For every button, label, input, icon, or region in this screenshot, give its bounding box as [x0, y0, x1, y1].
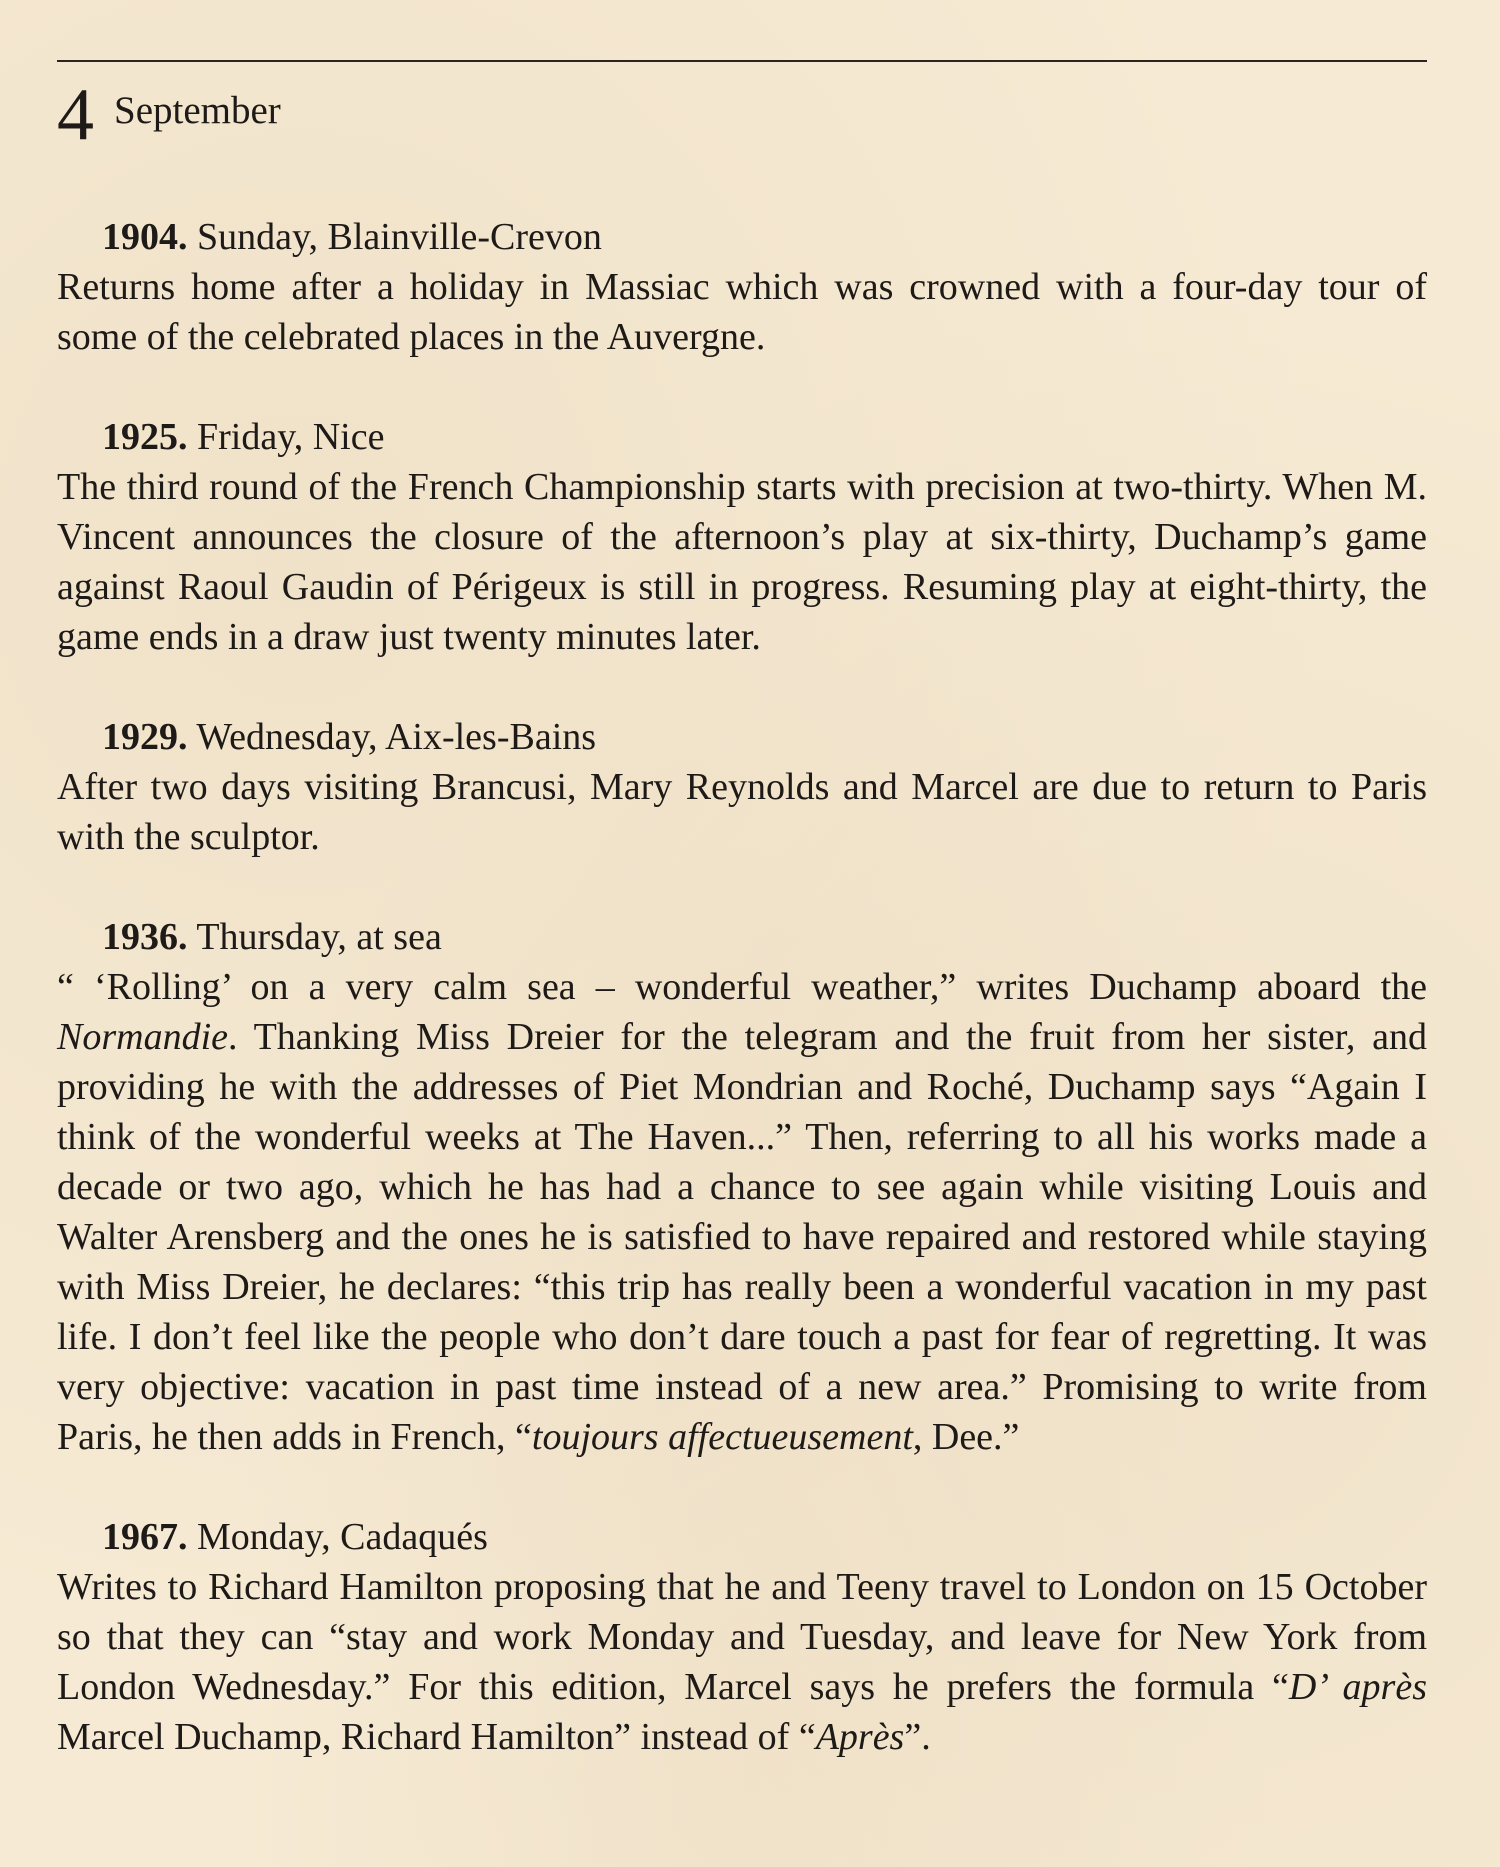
entry-text: After two days visiting Brancusi, Mary Reynolds and Marcel are due to return to Paris with the sculptor. [57, 766, 1427, 858]
entry-place: Thursday, at sea [187, 916, 442, 958]
entry-year: 1936. [102, 916, 188, 958]
entry-text-part: . Thanking Miss Dreier for the telegram and the fruit from her sister, and providing he with the addresses of Piet Mondrian and Roché, Duchamp says “Again I think of the wonderful weeks at The Haven...” Then, referring to all his works made a decade or two ago, which he has had a chance to see again while visiting Louis and Walter Arensberg and the ones he is satisfied to have repaired and restored while staying with Miss Dreier, he declares: “this trip has really been a wonderful vacation in my past life. I don’t feel like the people who don’t dare touch a past for fear of regretting. It was very objective: vacation in past time instead of a new area.” Promising to write from Paris, he then adds in French, “ [57, 1016, 1427, 1458]
ship-name: Normandie [57, 1016, 228, 1058]
entry-text-part: Marcel Duchamp, Richard Hamilton” instead of “ [57, 1716, 816, 1758]
entry-text [57, 1562, 1427, 1762]
entry-year: 1904. [102, 216, 188, 258]
entry-text-part: Writes to Richard Hamilton proposing that he and Teeny travel to London on 15 October so that they can “stay and work Monday and Tuesday, and leave for New York from London Wednesday.” For this edition, Marcel says he prefers the formula “ [57, 1566, 1427, 1708]
entry-year: 1929. [102, 716, 188, 758]
entry-heading [57, 712, 1427, 762]
french-phrase: toujours affectueusement [531, 1416, 913, 1458]
entry-text-part: “ ‘Rolling’ on a very calm sea – wonderful weather,” writes Duchamp aboard the [57, 966, 1427, 1008]
entry-heading [57, 412, 1427, 462]
entry-1929 [57, 712, 1427, 862]
entry-year: 1967. [102, 1516, 188, 1558]
entry-place: Friday, Nice [187, 416, 385, 458]
day-number: 4 [57, 74, 94, 156]
entry-heading [57, 1512, 1427, 1562]
entry-place: Wednesday, Aix-les-Bains [187, 716, 597, 758]
entry-place: Sunday, Blainville-Crevon [187, 216, 602, 258]
entry-heading [57, 912, 1427, 962]
apres-italic: Après [815, 1716, 905, 1758]
dateline [57, 74, 281, 156]
entry-1904 [57, 212, 1427, 362]
entry-text [57, 962, 1427, 1462]
month-label: September [114, 89, 281, 132]
entry-heading [57, 212, 1427, 262]
entry-text: Returns home after a holiday in Massiac which was crowned with a four-day tour of some of the celebrated places in the Auvergne. [57, 266, 1427, 358]
entry-1936 [57, 912, 1427, 1462]
entry-place: Monday, Cadaqués [187, 1516, 488, 1558]
dapres-italic: D’ après [1288, 1666, 1427, 1708]
entry-text-part: ”. [904, 1716, 931, 1758]
top-rule [57, 60, 1427, 62]
entry-text: The third round of the French Championship starts with precision at two-thirty. When M. Vincent announces the closure of the afternoon’s play at six-thirty, Duchamp’s game against Raoul Gaudin of Périgeux is still in progress. Resuming play at eight-thirty, the game ends in a draw just twenty minutes later. [57, 466, 1427, 658]
entry-1967 [57, 1512, 1427, 1762]
entry-1925 [57, 412, 1427, 662]
entries [57, 212, 1427, 1812]
entry-text-part: , Dee.” [912, 1416, 1020, 1458]
entry-year: 1925. [102, 416, 188, 458]
